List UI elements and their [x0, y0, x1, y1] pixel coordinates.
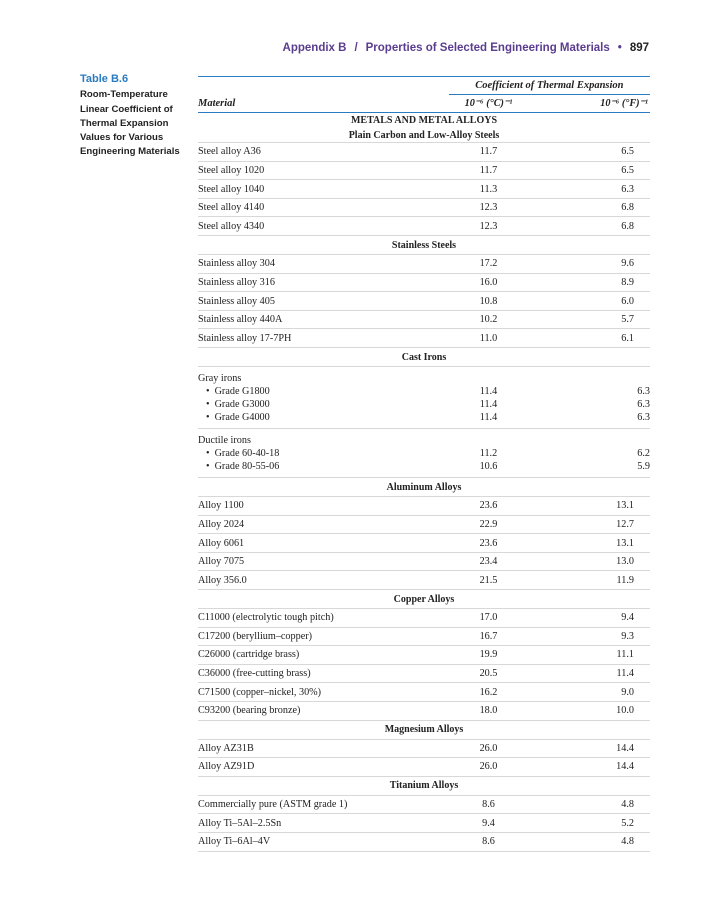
section-header-row	[198, 236, 650, 255]
section-title: Magnesium Alloys	[198, 720, 650, 739]
table-row	[198, 571, 650, 590]
section-header-row	[198, 776, 650, 795]
value-celsius: 16.2	[449, 683, 528, 702]
value-fahrenheit: 6.3	[637, 386, 650, 398]
material-name: Alloy AZ91D	[198, 758, 449, 777]
value-fahrenheit: 10.0	[528, 701, 650, 720]
material-grade: • Grade G4000	[198, 411, 449, 424]
value-fahrenheit: 13.1	[528, 497, 650, 516]
value-fahrenheit: 11.9	[528, 571, 650, 590]
value-celsius: 10.8	[449, 292, 528, 311]
column-header-material: Material	[198, 95, 449, 113]
table-row	[198, 646, 650, 665]
material-name: Steel alloy 1020	[198, 161, 449, 180]
table-row	[198, 273, 650, 292]
group-values-fahrenheit	[528, 429, 650, 478]
material-name: Alloy 7075	[198, 552, 449, 571]
material-group-name: Gray irons	[198, 373, 242, 385]
section-title: Cast Irons	[198, 348, 650, 367]
value-fahrenheit: 9.6	[528, 255, 650, 274]
material-name: Stainless alloy 405	[198, 292, 449, 311]
value-fahrenheit: 6.3	[637, 399, 650, 411]
value-celsius: 11.7	[449, 161, 528, 180]
value-fahrenheit: 6.3	[637, 412, 650, 424]
value-celsius: 18.0	[449, 701, 528, 720]
table-row	[198, 329, 650, 348]
material-group	[198, 429, 449, 478]
table-row	[198, 552, 650, 571]
table-row	[198, 832, 650, 851]
value-celsius: 8.6	[449, 832, 528, 851]
table-row	[198, 198, 650, 217]
value-celsius: 9.4	[449, 814, 528, 833]
header-separator: /	[354, 42, 358, 54]
value-celsius: 22.9	[449, 515, 528, 534]
value-celsius: 23.6	[449, 534, 528, 553]
category-row	[198, 113, 650, 129]
material-name: Stainless alloy 440A	[198, 310, 449, 329]
table-number: Table B.6	[80, 73, 129, 85]
thermal-expansion-table	[198, 76, 650, 852]
spacer	[449, 372, 528, 385]
table-row	[198, 683, 650, 702]
section-title: Aluminum Alloys	[198, 478, 650, 497]
value-fahrenheit: 14.4	[528, 758, 650, 777]
material-name: Alloy Ti–6Al–4V	[198, 832, 449, 851]
material-group-row	[198, 429, 650, 478]
table-row	[198, 795, 650, 814]
material-grade: • Grade 80-55-06	[198, 460, 449, 473]
page-number: 897	[629, 42, 649, 54]
table-row	[198, 497, 650, 516]
table-row	[198, 739, 650, 758]
table-row	[198, 664, 650, 683]
spacer	[449, 434, 528, 447]
value-celsius: 11.7	[449, 143, 528, 162]
section-title: Copper Alloys	[198, 590, 650, 609]
value-celsius: 19.9	[449, 646, 528, 665]
value-celsius: 17.2	[449, 255, 528, 274]
value-celsius: 26.0	[449, 758, 528, 777]
material-name: Stainless alloy 304	[198, 255, 449, 274]
table-row	[198, 627, 650, 646]
material-name: C17200 (beryllium–copper)	[198, 627, 449, 646]
material-name: Stainless alloy 316	[198, 273, 449, 292]
material-group-name: Ductile irons	[198, 435, 251, 447]
value-fahrenheit: 9.4	[528, 609, 650, 628]
section-header-row	[198, 478, 650, 497]
section-title: Titanium Alloys	[198, 776, 650, 795]
value-celsius: 11.0	[449, 329, 528, 348]
value-celsius: 11.4	[479, 399, 498, 411]
value-celsius: 11.4	[479, 386, 498, 398]
value-fahrenheit: 13.0	[528, 552, 650, 571]
value-fahrenheit: 9.0	[528, 683, 650, 702]
material-name: Stainless alloy 17-7PH	[198, 329, 449, 348]
value-celsius: 11.2	[479, 448, 498, 460]
value-celsius: 23.6	[449, 497, 528, 516]
section-header-row	[198, 128, 650, 143]
material-name: Alloy 1100	[198, 497, 449, 516]
value-fahrenheit: 9.3	[528, 627, 650, 646]
material-name: C71500 (copper–nickel, 30%)	[198, 683, 449, 702]
table-row	[198, 609, 650, 628]
value-celsius: 16.7	[449, 627, 528, 646]
value-fahrenheit: 6.1	[528, 329, 650, 348]
value-fahrenheit: 5.2	[528, 814, 650, 833]
material-name: Alloy Ti–5Al–2.5Sn	[198, 814, 449, 833]
value-celsius: 10.2	[449, 310, 528, 329]
header-section: Appendix B	[282, 42, 347, 54]
group-header: Coefficient of Thermal Expansion	[449, 77, 650, 95]
table-row	[198, 255, 650, 274]
material-name: C36000 (free-cutting brass)	[198, 664, 449, 683]
value-celsius: 8.6	[449, 795, 528, 814]
material-name: Commercially pure (ASTM grade 1)	[198, 795, 449, 814]
material-name: Alloy 2024	[198, 515, 449, 534]
value-fahrenheit: 6.3	[528, 180, 650, 199]
group-values-fahrenheit	[528, 367, 650, 429]
value-fahrenheit: 4.8	[528, 832, 650, 851]
header-dot: •	[617, 42, 622, 54]
value-fahrenheit: 6.8	[528, 217, 650, 236]
value-fahrenheit: 6.5	[528, 143, 650, 162]
table-row	[198, 180, 650, 199]
material-grade: • Grade G1800	[198, 385, 449, 398]
value-celsius: 11.3	[449, 180, 528, 199]
header-row-2	[198, 95, 650, 113]
value-fahrenheit: 6.0	[528, 292, 650, 311]
section-header-row	[198, 590, 650, 609]
value-celsius: 17.0	[449, 609, 528, 628]
value-fahrenheit: 12.7	[528, 515, 650, 534]
value-celsius: 16.0	[449, 273, 528, 292]
table-row	[198, 143, 650, 162]
running-header	[0, 42, 649, 54]
material-name: Alloy 6061	[198, 534, 449, 553]
value-celsius: 12.3	[449, 198, 528, 217]
table-caption	[80, 72, 190, 160]
spacer	[528, 372, 650, 385]
value-fahrenheit: 6.2	[637, 448, 650, 460]
value-fahrenheit: 11.1	[528, 646, 650, 665]
value-celsius: 21.5	[449, 571, 528, 590]
value-fahrenheit: 4.8	[528, 795, 650, 814]
table-row	[198, 161, 650, 180]
value-fahrenheit: 5.9	[637, 461, 650, 473]
spacer	[528, 434, 650, 447]
material-name: C26000 (cartridge brass)	[198, 646, 449, 665]
material-name: Steel alloy A36	[198, 143, 449, 162]
material-name: Steel alloy 1040	[198, 180, 449, 199]
table-row	[198, 814, 650, 833]
column-header-celsius: 10⁻⁶ (°C)⁻¹	[449, 95, 528, 113]
table-row	[198, 758, 650, 777]
header-title: Properties of Selected Engineering Materials	[365, 42, 610, 54]
value-celsius: 10.6	[479, 461, 498, 473]
category-title: METALS AND METAL ALLOYS	[350, 115, 498, 127]
section-header-row	[198, 348, 650, 367]
header-row-1	[198, 77, 650, 95]
table-row	[198, 701, 650, 720]
material-grade: • Grade G3000	[198, 398, 449, 411]
value-celsius: 20.5	[449, 664, 528, 683]
value-celsius: 11.4	[479, 412, 498, 424]
table-row	[198, 534, 650, 553]
value-fahrenheit: 6.8	[528, 198, 650, 217]
value-celsius: 26.0	[449, 739, 528, 758]
material-grade: • Grade 60-40-18	[198, 447, 449, 460]
section-title: Plain Carbon and Low-Alloy Steels	[198, 128, 650, 143]
material-name: C11000 (electrolytic tough pitch)	[198, 609, 449, 628]
value-fahrenheit: 5.7	[528, 310, 650, 329]
column-header-fahrenheit: 10⁻⁶ (°F)⁻¹	[528, 95, 650, 113]
value-celsius: 23.4	[449, 552, 528, 571]
value-fahrenheit: 14.4	[528, 739, 650, 758]
value-fahrenheit: 8.9	[528, 273, 650, 292]
material-name: Steel alloy 4140	[198, 198, 449, 217]
material-name: Alloy 356.0	[198, 571, 449, 590]
table-caption-text: Room-Temperature Linear Coefficient of Thermal Expansion Values for Various Engineering Materials	[80, 89, 180, 158]
material-group	[198, 367, 449, 429]
table-row	[198, 515, 650, 534]
material-name: Steel alloy 4340	[198, 217, 449, 236]
value-celsius: 12.3	[449, 217, 528, 236]
material-group-row	[198, 367, 650, 429]
group-values-celsius	[449, 429, 528, 478]
value-fahrenheit: 13.1	[528, 534, 650, 553]
section-header-row	[198, 720, 650, 739]
table-row	[198, 310, 650, 329]
value-fahrenheit: 6.5	[528, 161, 650, 180]
group-values-celsius	[449, 367, 528, 429]
material-name: C93200 (bearing bronze)	[198, 701, 449, 720]
section-title: Stainless Steels	[198, 236, 650, 255]
table-row	[198, 292, 650, 311]
material-name: Alloy AZ31B	[198, 739, 449, 758]
table-row	[198, 217, 650, 236]
value-fahrenheit: 11.4	[528, 664, 650, 683]
